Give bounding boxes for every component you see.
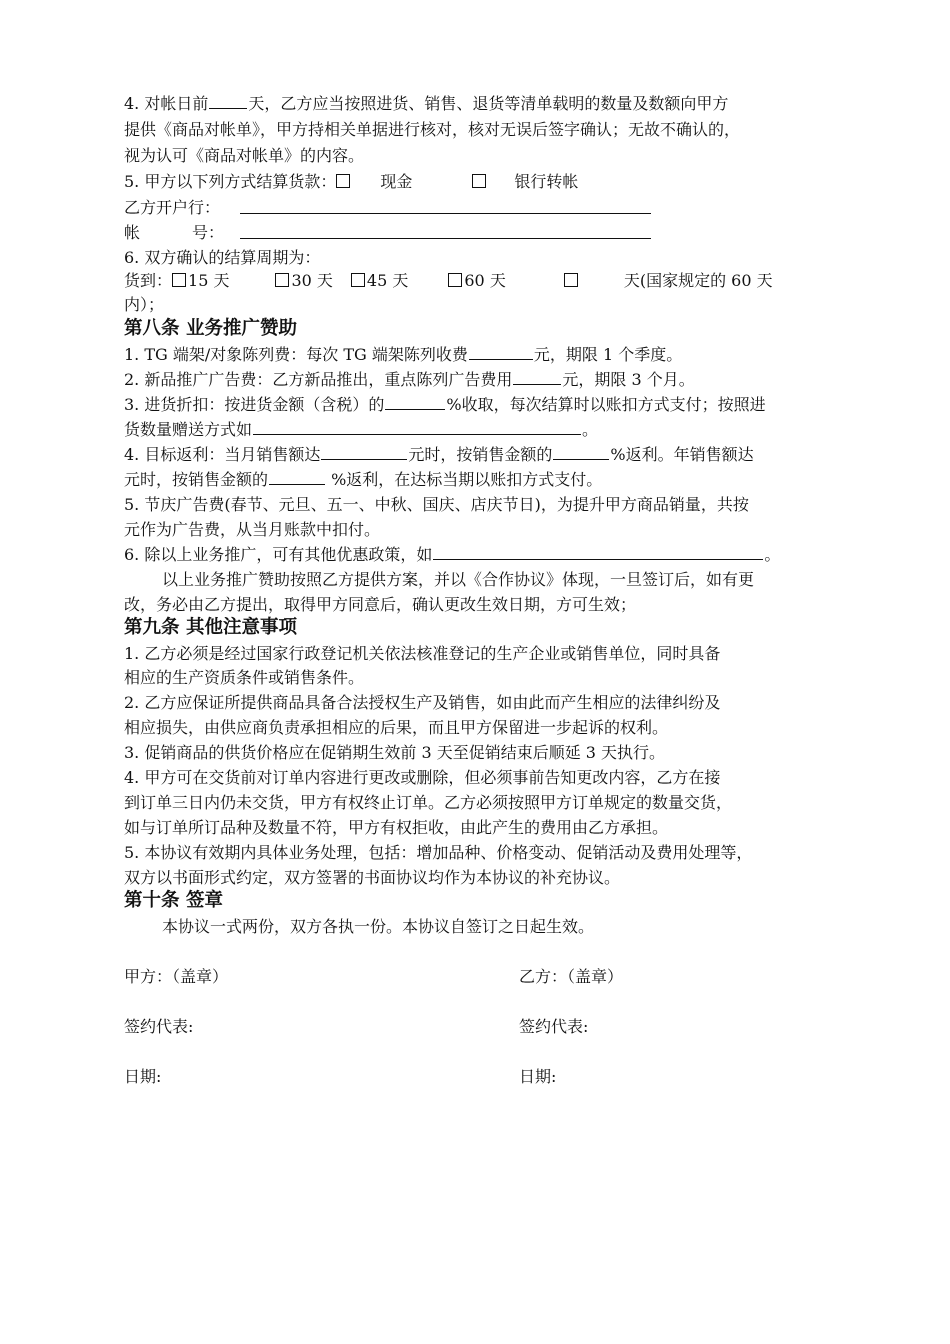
checkbox-45[interactable] (351, 273, 365, 287)
art9-c1: 3. 促销商品的供货价格应在促销期生效前 3 天至促销结束后顺延 3 天执行。 (124, 743, 666, 762)
art9-a2: 相应的生产资质条件或销售条件。 (124, 668, 365, 687)
item6-tail: 内）； (124, 295, 165, 314)
account-blank[interactable] (240, 238, 651, 239)
option-other-label: 天(国家规定的 60 天 (623, 271, 773, 290)
art9-d3: 如与订单所订品种及数量不符，甲方有权拒收，由此产生的费用由乙方承担。 (124, 818, 669, 837)
art9-e2: 双方以书面形式约定，双方签署的书面协议均作为本协议的补充协议。 (124, 868, 621, 887)
art9-d1: 4. 甲方可在交货前对订单内容进行更改或删除，但必须事前告知更改内容，乙方在接 (124, 768, 721, 787)
item6-label: 6. 双方确认的结算周期为： (124, 248, 321, 267)
checkbox-60[interactable] (448, 273, 462, 287)
option-45-label: 45 天 (366, 271, 409, 290)
art9-a1: 1. 乙方必须是经过国家行政登记机关依法核准登记的生产企业或销售单位，同时具备 (124, 644, 721, 663)
art9-e1: 5. 本协议有效期内具体业务处理，包括：增加品种、价格变动、促销活动及费用处理等， (124, 843, 753, 862)
art8-p1 (124, 344, 682, 366)
item4-line2: 提供《商品对帐单》，甲方持相关单据进行核对，核对无误后签字确认；无故不确认的， (124, 120, 741, 139)
art8-p3-b: %收取，每次结算时以账扣方式支付；按照进 (446, 395, 766, 414)
art8-p6 (124, 544, 780, 566)
art8-p4-e: %返利，在达标当期以账扣方式支付。 (326, 470, 603, 489)
article8-title: 第八条 业务推广赞助 (124, 318, 297, 339)
account-label (124, 222, 224, 244)
art8-p6-b: 。 (764, 545, 781, 564)
party-b-date: 日期: (519, 1067, 557, 1086)
art8-p5: 5. 节庆广告费(春节、元旦、五一、中秋、国庆、店庆节日)，为提升甲方商品销量，共按 (124, 495, 749, 514)
art8-note-line1: 以上业务推广赞助按照乙方提供方案，并以《合作协议》体现，一旦签订后，如有更 (162, 570, 755, 589)
blank-gift-method[interactable] (253, 419, 581, 435)
art8-p2 (124, 369, 695, 391)
blank-discount[interactable] (385, 394, 445, 410)
party-b-representative: 签约代表: (519, 1017, 589, 1036)
item4-line3: 视为认可《商品对帐单》的内容。 (124, 146, 365, 165)
blank-other-policy[interactable] (433, 544, 763, 560)
party-b-seal: 乙方：（盖章） (519, 967, 624, 986)
art8-note-line2: 改，务必由乙方提出，取得甲方同意后，确认更改生效日期，方可生效； (124, 595, 637, 614)
item5-label: 5. 甲方以下列方式结算货款： (124, 172, 337, 191)
art8-p3-a: 3. 进货折扣：按进货金额（含税）的 (124, 395, 385, 414)
article10-title: 第十条 签章 (124, 890, 223, 911)
art10-text: 本协议一式两份，双方各执一份。本协议自签订之日起生效。 (162, 917, 595, 936)
article9-title: 第九条 其他注意事项 (124, 617, 297, 638)
art8-p3 (124, 394, 766, 416)
art8-p4-a: 4. 目标返利：当月销售额达 (124, 445, 321, 464)
item6-options (124, 270, 773, 292)
item4-text-a: 4. 对帐日前 (124, 94, 209, 113)
art8-p6-a: 6. 除以上业务推广，可有其他优惠政策，如 (124, 545, 433, 564)
checkbox-cash[interactable] (336, 174, 350, 188)
blank-monthly-target[interactable] (321, 444, 407, 460)
option-cash-label: 现金 (380, 172, 413, 191)
art9-b2: 相应损失，由供应商负责承担相应的后果，而且甲方保留进一步起诉的权利。 (124, 718, 669, 737)
checkbox-30[interactable] (275, 273, 289, 287)
blank-monthly-rebate[interactable] (553, 444, 609, 460)
option-60-label: 60 天 (464, 271, 506, 290)
art8-p1-a: 1. TG 端架/对象陈列费：每次 TG 端架陈列收费 (124, 345, 468, 364)
checkbox-15[interactable] (172, 273, 186, 287)
option-15-label: 15 天 (188, 271, 230, 290)
art8-p3-d: 。 (582, 420, 599, 439)
item4-line1 (124, 93, 837, 115)
party-a-representative: 签约代表: (124, 1017, 194, 1036)
art8-p4-c: %返利。年销售额达 (610, 445, 754, 464)
art8-p3-cont (124, 419, 598, 441)
art8-p4-b: 元时，按销售金额的 (408, 445, 553, 464)
account-label-a: 帐 (124, 223, 141, 242)
blank-ad-fee[interactable] (513, 369, 561, 385)
option-bank-label: 银行转帐 (514, 172, 579, 191)
art8-p1-b: 元，期限 1 个季度。 (533, 345, 683, 364)
party-a-seal: 甲方：（盖章） (124, 967, 229, 986)
art8-p5-cont: 元作为广告费，从当月账款中扣付。 (124, 520, 381, 539)
blank-days[interactable] (209, 93, 247, 109)
account-label-b: 号： (192, 223, 225, 242)
bank-label: 乙方开户行： (124, 198, 221, 217)
art8-p2-a: 2. 新品推广广告费：乙方新品推出，重点陈列广告费用 (124, 370, 513, 389)
blank-tg-fee[interactable] (469, 344, 533, 360)
art9-b1: 2. 乙方应保证所提供商品具备合法授权生产及销售，如由此而产生相应的法律纠纷及 (124, 693, 721, 712)
blank-yearly-rebate[interactable] (269, 469, 325, 485)
option-30-label: 30 天 (291, 271, 333, 290)
art8-p4 (124, 444, 754, 466)
party-a-date: 日期: (124, 1067, 162, 1086)
art9-d2: 到订单三日内仍未交货，甲方有权终止订单。乙方必须按照甲方订单规定的数量交货， (124, 793, 733, 812)
art8-p2-b: 元，期限 3 个月。 (562, 370, 695, 389)
item6-prefix: 货到： (124, 271, 173, 290)
checkbox-bank[interactable] (472, 174, 486, 188)
bank-blank[interactable] (240, 213, 651, 214)
item4-text-b: 天，乙方应当按照进货、销售、退货等清单载明的数量及数额向甲方 (248, 94, 729, 113)
art8-p4-cont (124, 469, 602, 491)
art8-p3-c: 货数量赠送方式如 (124, 420, 253, 439)
checkbox-other[interactable] (564, 273, 578, 287)
item5-line (124, 171, 578, 193)
art8-p4-d: 元时，按销售金额的 (124, 470, 269, 489)
